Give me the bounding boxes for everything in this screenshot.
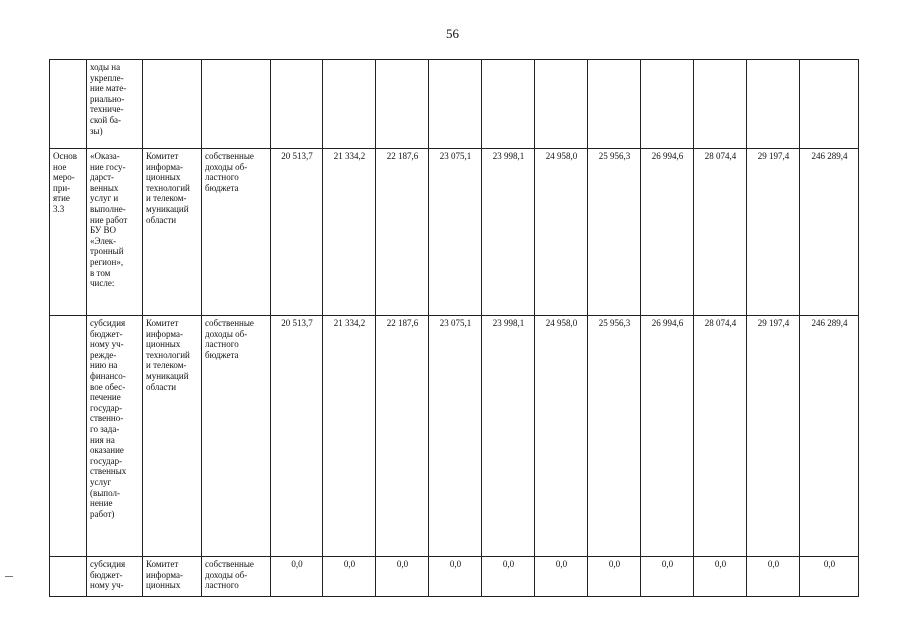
year-value-cell: 20 513,7	[271, 316, 323, 557]
year-value-cell	[323, 60, 376, 149]
year-value-cell	[588, 60, 641, 149]
page-number: 56	[446, 26, 459, 41]
executor-cell	[143, 60, 202, 149]
year-value-cell: 23 998,1	[482, 316, 535, 557]
year-value-cell: 23 075,1	[429, 316, 482, 557]
year-value-cell: 22 187,6	[376, 149, 429, 316]
year-value-cell	[747, 60, 800, 149]
table-body	[50, 60, 859, 597]
table-row	[50, 557, 859, 597]
description-cell: ходы на укрепле- ние мате- риально- техниче- ской ба- зы)	[87, 60, 143, 149]
budget-table	[49, 59, 859, 597]
year-value-cell: 23 998,1	[482, 149, 535, 316]
year-value-cell: 24 958,0	[535, 316, 588, 557]
row-label-cell	[50, 557, 87, 597]
year-value-cell: 21 334,2	[323, 316, 376, 557]
funding-source-cell: собственные доходы об- ластного	[202, 557, 271, 597]
year-value-cell: 0,0	[747, 557, 800, 597]
table-row	[50, 149, 859, 316]
year-value-cell: 0,0	[271, 557, 323, 597]
row-label-cell: Основ ное меро- при- ятие 3.3	[50, 149, 87, 316]
total-value-cell	[800, 60, 859, 149]
year-value-cell: 0,0	[535, 557, 588, 597]
year-value-cell	[535, 60, 588, 149]
year-value-cell: 26 994,6	[641, 316, 694, 557]
year-value-cell: 20 513,7	[271, 149, 323, 316]
year-value-cell: 22 187,6	[376, 316, 429, 557]
year-value-cell: 28 074,4	[694, 149, 747, 316]
margin-mark	[5, 576, 13, 577]
total-value-cell: 246 289,4	[800, 316, 859, 557]
year-value-cell: 21 334,2	[323, 149, 376, 316]
year-value-cell: 25 956,3	[588, 316, 641, 557]
year-value-cell: 29 197,4	[747, 316, 800, 557]
year-value-cell: 0,0	[694, 557, 747, 597]
year-value-cell: 0,0	[641, 557, 694, 597]
year-value-cell	[271, 60, 323, 149]
description-cell: «Оказа- ние госу- дарст- венных услуг и выполне- ние работ БУ ВО «Элек- тронный регион», в том числе:	[87, 149, 143, 316]
description-cell: субсидия бюджет- ному уч- режде- нию на финансо- вое обес- печение государ- ственно- го зада- ния на оказание государ- ственных услуг (выпол- нение работ)	[87, 316, 143, 557]
year-value-cell: 24 958,0	[535, 149, 588, 316]
row-label-cell	[50, 316, 87, 557]
executor-cell: Комитет информа- ционных технологий и телеком- муникаций области	[143, 316, 202, 557]
executor-cell: Комитет информа- ционных	[143, 557, 202, 597]
year-value-cell: 0,0	[482, 557, 535, 597]
year-value-cell: 29 197,4	[747, 149, 800, 316]
year-value-cell: 23 075,1	[429, 149, 482, 316]
table-row	[50, 316, 859, 557]
year-value-cell	[641, 60, 694, 149]
year-value-cell	[429, 60, 482, 149]
table-row	[50, 60, 859, 149]
total-value-cell: 0,0	[800, 557, 859, 597]
year-value-cell: 25 956,3	[588, 149, 641, 316]
row-label-cell	[50, 60, 87, 149]
year-value-cell: 0,0	[588, 557, 641, 597]
total-value-cell: 246 289,4	[800, 149, 859, 316]
funding-source-cell: собственные доходы об- ластного бюджета	[202, 149, 271, 316]
year-value-cell	[376, 60, 429, 149]
year-value-cell: 0,0	[429, 557, 482, 597]
funding-source-cell: собственные доходы об- ластного бюджета	[202, 316, 271, 557]
year-value-cell: 26 994,6	[641, 149, 694, 316]
year-value-cell	[694, 60, 747, 149]
year-value-cell: 0,0	[376, 557, 429, 597]
year-value-cell: 0,0	[323, 557, 376, 597]
year-value-cell: 28 074,4	[694, 316, 747, 557]
funding-source-cell	[202, 60, 271, 149]
description-cell: субсидия бюджет- ному уч-	[87, 557, 143, 597]
executor-cell: Комитет информа- ционных технологий и телеком- муникаций области	[143, 149, 202, 316]
year-value-cell	[482, 60, 535, 149]
